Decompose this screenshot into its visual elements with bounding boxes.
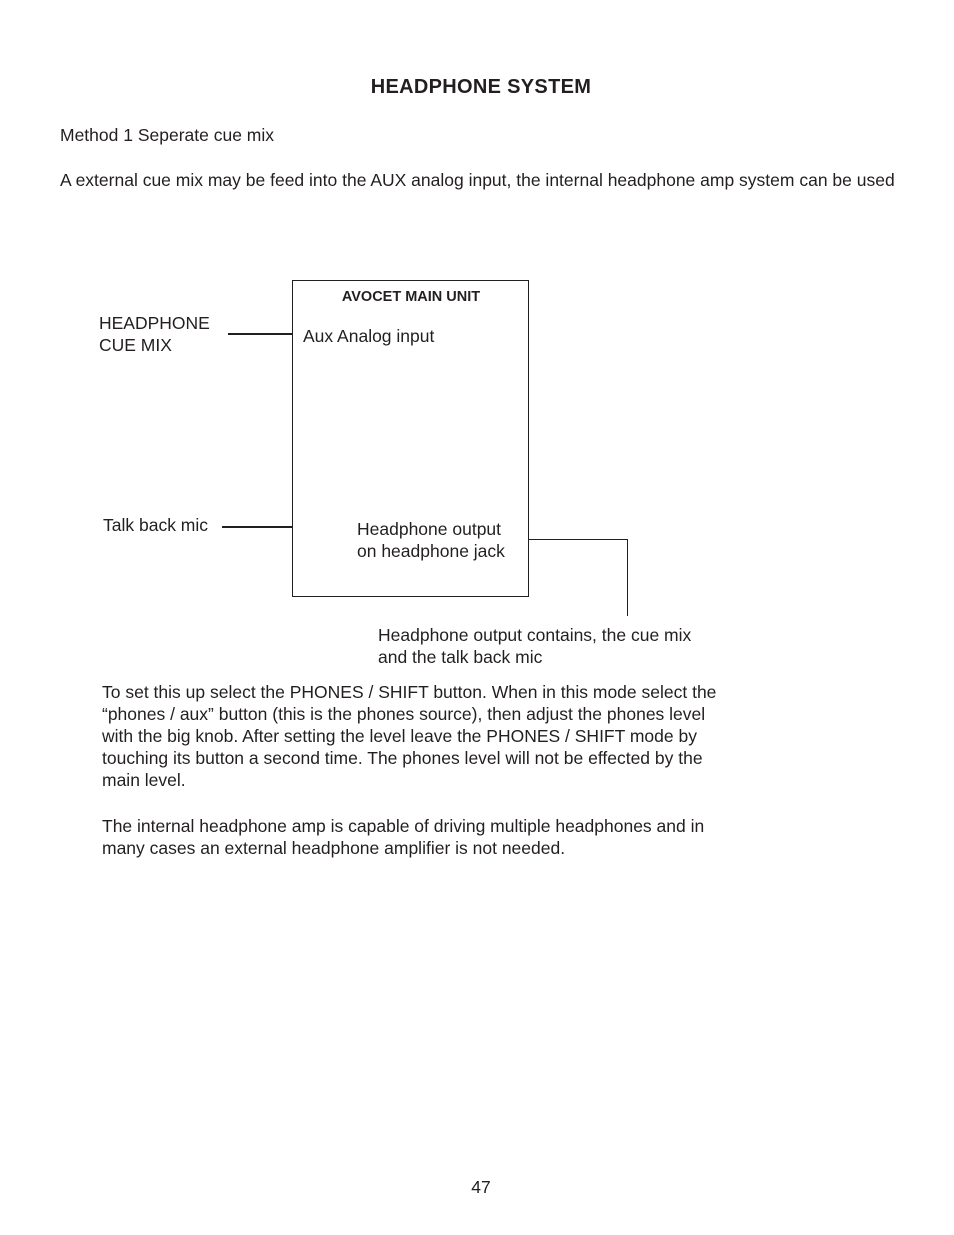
cue-mix-label-line: CUE MIX (99, 335, 172, 355)
paragraph-line: main level. (102, 770, 186, 790)
headphone-output-note (378, 624, 691, 668)
headphone-amp-paragraph (102, 815, 782, 859)
paragraph-line: The internal headphone amp is capable of driving multiple headphones and in (102, 816, 705, 836)
paragraph-line: with the big knob. After setting the level leave the PHONES / SHIFT mode by (102, 726, 697, 746)
aux-input-label: Aux Analog input (303, 326, 435, 346)
cue-mix-label (99, 312, 210, 356)
headphone-output-label-line: Headphone output (357, 519, 502, 539)
main-unit-title: AVOCET MAIN UNIT (341, 289, 481, 305)
setup-paragraph (102, 681, 782, 791)
headphone-output-label-line: on headphone jack (357, 541, 505, 561)
cue-mix-connector (228, 333, 292, 335)
headphone-output-connector (529, 539, 628, 540)
paragraph-line: many cases an external headphone amplifier is not needed. (102, 838, 566, 858)
headphone-output-label (357, 518, 505, 562)
method-heading: Method 1 Seperate cue mix (60, 125, 275, 145)
paragraph-line: “phones / aux” button (this is the phones source), then adjust the phones level (102, 704, 706, 724)
cue-mix-label-line: HEADPHONE (99, 313, 210, 333)
intro-paragraph: A external cue mix may be feed into the AUX analog input, the internal headphone amp system can be used (60, 170, 895, 190)
page-title: HEADPHONE SYSTEM (370, 76, 592, 98)
page-number: 47 (471, 1177, 491, 1197)
talk-back-label: Talk back mic (103, 515, 209, 535)
talk-back-connector (222, 526, 292, 528)
paragraph-line: touching its button a second time. The phones level will not be effected by the (102, 748, 703, 768)
headphone-output-note-line: and the talk back mic (378, 647, 543, 667)
headphone-output-connector-drop (627, 539, 628, 616)
headphone-output-note-line: Headphone output contains, the cue mix (378, 625, 692, 645)
paragraph-line: To set this up select the PHONES / SHIFT button. When in this mode select the (102, 682, 717, 702)
